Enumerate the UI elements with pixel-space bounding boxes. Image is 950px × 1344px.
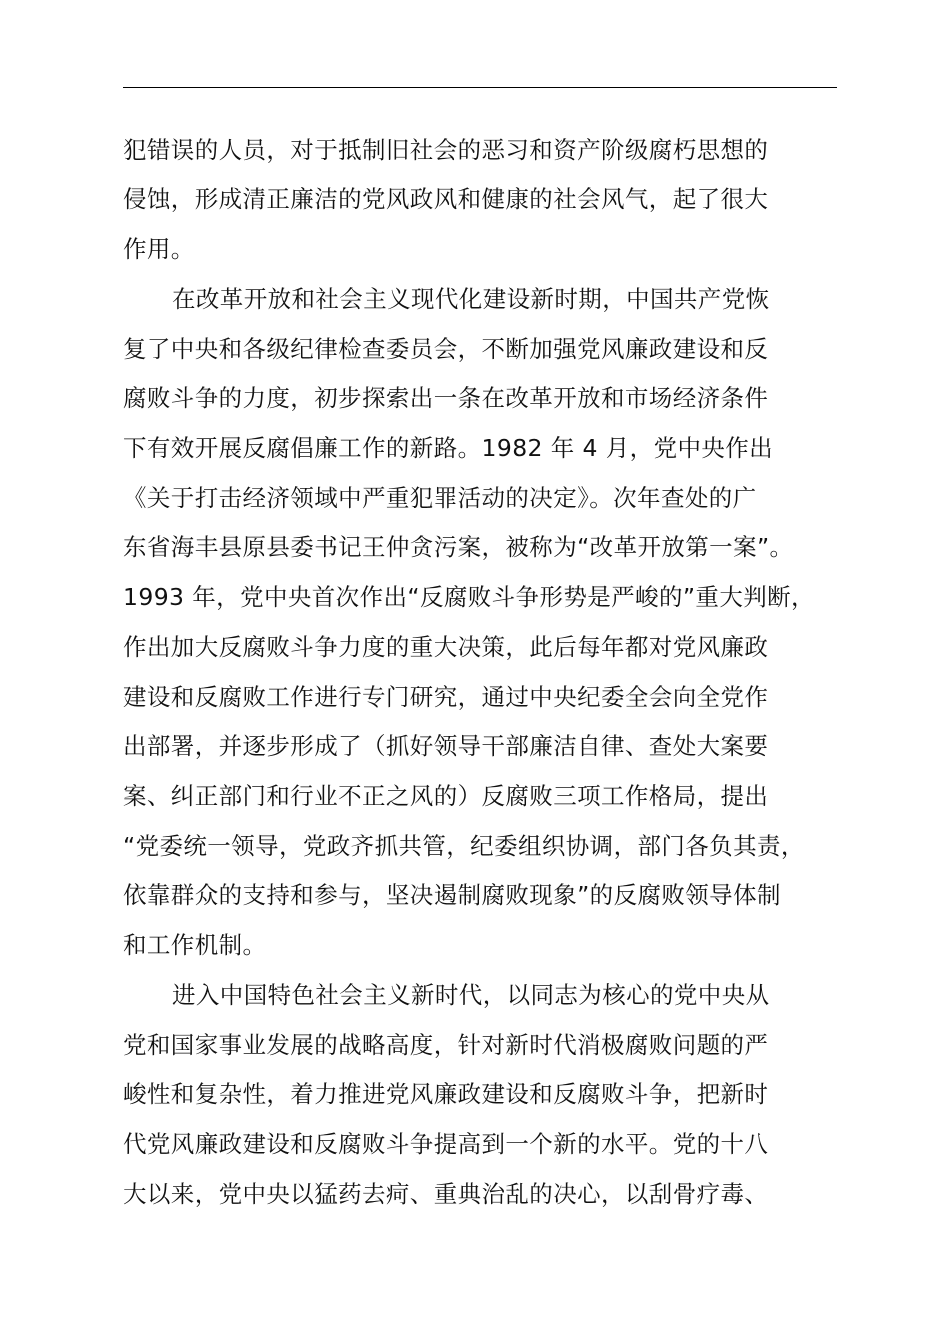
text-line: 下有效开展反腐倡廉工作的新路。1982 年 4 月，党中央作出	[123, 434, 774, 462]
text-line: 腐败斗争的力度，初步探索出一条在改革开放和市场经济条件	[123, 384, 769, 412]
text-line: “党委统一领导，党政齐抓共管，纪委组织协调，部门各负其责，	[123, 832, 805, 860]
header-rule	[123, 87, 837, 88]
text-line: 1993 年，党中央首次作出“反腐败斗争形势是严峻的”重大判断，	[123, 583, 815, 611]
text-line: 《关于打击经济领域中严重犯罪活动的决定》。次年查处的广	[123, 484, 757, 512]
text-line: 和工作机制。	[123, 931, 267, 959]
text-line: 依靠群众的支持和参与，坚决遏制腐败现象”的反腐败领导体制	[123, 881, 781, 909]
text-line: 建设和反腐败工作进行专门研究，通过中央纪委全会向全党作	[123, 683, 769, 711]
paragraph-first-line: 进入中国特色社会主义新时代，以同志为核心的党中央从	[172, 981, 770, 1009]
text-line: 党和国家事业发展的战略高度，针对新时代消极腐败问题的严	[123, 1031, 769, 1059]
text-line: 侵蚀，形成清正廉洁的党风政风和健康的社会风气，起了很大	[123, 185, 769, 213]
text-line: 作出加大反腐败斗争力度的重大决策，此后每年都对党风廉政	[123, 633, 769, 661]
text-line: 峻性和复杂性，着力推进党风廉政建设和反腐败斗争，把新时	[123, 1080, 769, 1108]
text-line: 案、纠正部门和行业不正之风的）反腐败三项工作格局，提出	[123, 782, 769, 810]
text-line: 东省海丰县原县委书记王仲贪污案，被称为“改革开放第一案”。	[123, 533, 794, 561]
text-line: 复了中央和各级纪律检查委员会，不断加强党风廉政建设和反	[123, 335, 769, 363]
paragraph-first-line: 在改革开放和社会主义现代化建设新时期，中国共产党恢	[172, 285, 770, 313]
text-line: 出部署，并逐步形成了（抓好领导干部廉洁自律、查处大案要	[123, 732, 769, 760]
text-line: 作用。	[123, 235, 195, 263]
text-line: 大以来，党中央以猛药去疴、重典治乱的决心，以刮骨疗毒、	[123, 1180, 769, 1208]
text-line: 犯错误的人员，对于抵制旧社会的恶习和资产阶级腐朽思想的	[123, 136, 769, 164]
text-line: 代党风廉政建设和反腐败斗争提高到一个新的水平。党的十八	[123, 1130, 769, 1158]
